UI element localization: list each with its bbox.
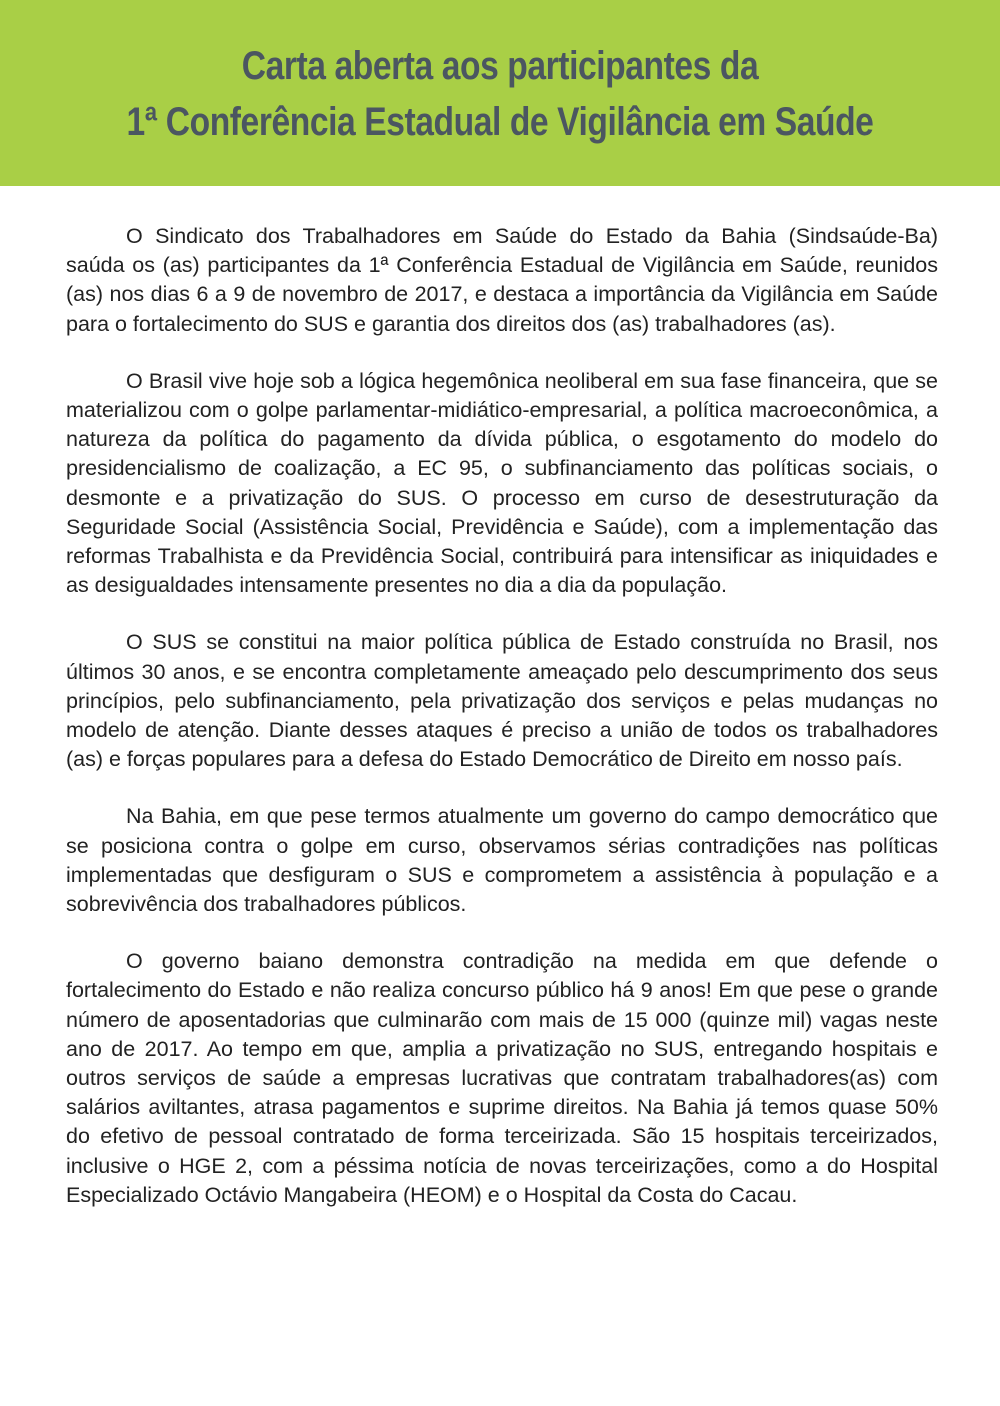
paragraph-brazil-context: O Brasil vive hoje sob a lógica hegemônica neoliberal em sua fase financeira, que se materializou com o golpe parlamentar-midiático-empresarial, a política macroeconômica, a natureza da política do pagamento da dívida pública, o esgotamento do modelo do presidencialismo de coalização, a EC 95, o subfinanciamento das políticas sociais, o desmonte e a privatização do SUS. O processo em curso de desestruturação da Seguridade Social (Assistência Social, Previdência e Saúde), com a implementação das reformas Trabalhista e da Previdência Social, contribuirá para intensificar as iniquidades e as desigualdades intensamente presentes no dia a dia da população.: [66, 368, 938, 598]
title-line-1: Carta aberta aos participantes da: [241, 44, 759, 88]
paragraph-bahia-government: O governo baiano demonstra contradição na medida em que defende o fortalecimento do Estado e não realiza concurso público há 9 anos! Em que pese o grande número de aposentadorias que culminarão com mais de 15 000 (quinze mil) vagas neste ano de 2017. Ao tempo em que, amplia a privatização no SUS, entregando hospitais e outros serviços de saúde a empresas lucrativas que contratam trabalhadores(as) com salários aviltantes, atrasa pagamentos e suprime direitos. Na Bahia já temos quase 50% do efetivo de pessoal contratado de forma terceirizada. São 15 hospitais terceirizados, inclusive o HGE 2, com a péssima notícia de novas terceirizações, como a do Hospital Especializado Octávio Mangabeira (HEOM) e o Hospital da Costa do Cacau.: [66, 949, 938, 1207]
letter-body: [66, 222, 938, 1238]
title-line-2: 1ª Conferência Estadual de Vigilância em Saúde: [126, 100, 874, 144]
paragraph-sus-threats: O SUS se constitui na maior política pública de Estado construída no Brasil, nos últimos 30 anos, e se encontra completamente ameaçado pelo descumprimento dos seus princípios, pelo subfinanciamento, pela privatização dos serviços e pelas mudanças no modelo de atenção. Diante desses ataques é preciso a união de todos os trabalhadores (as) e forças populares para a defesa do Estado Democrático de Direito em nosso país.: [66, 630, 938, 772]
paragraph-greeting: O Sindicato dos Trabalhadores em Saúde do Estado da Bahia (Sindsaúde-Ba) saúda os (as) participantes da 1ª Conferência Estadual de Vigilância em Saúde, reunidos (as) nos dias 6 a 9 de novembro de 2017, e destaca a importância da Vigilância em Saúde para o fortalecimento do SUS e garantia dos direitos dos (as) trabalhadores (as).: [66, 224, 938, 336]
paragraph-bahia-contradictions: Na Bahia, em que pese termos atualmente um governo do campo democrático que se posiciona contra o golpe em curso, observamos sérias contradições nas políticas implementadas que desfiguram o SUS e comprometem a assistência à população e a sobrevivência dos trabalhadores públicos.: [66, 804, 938, 917]
header-band: [0, 0, 1000, 186]
document-title: [0, 38, 1000, 150]
